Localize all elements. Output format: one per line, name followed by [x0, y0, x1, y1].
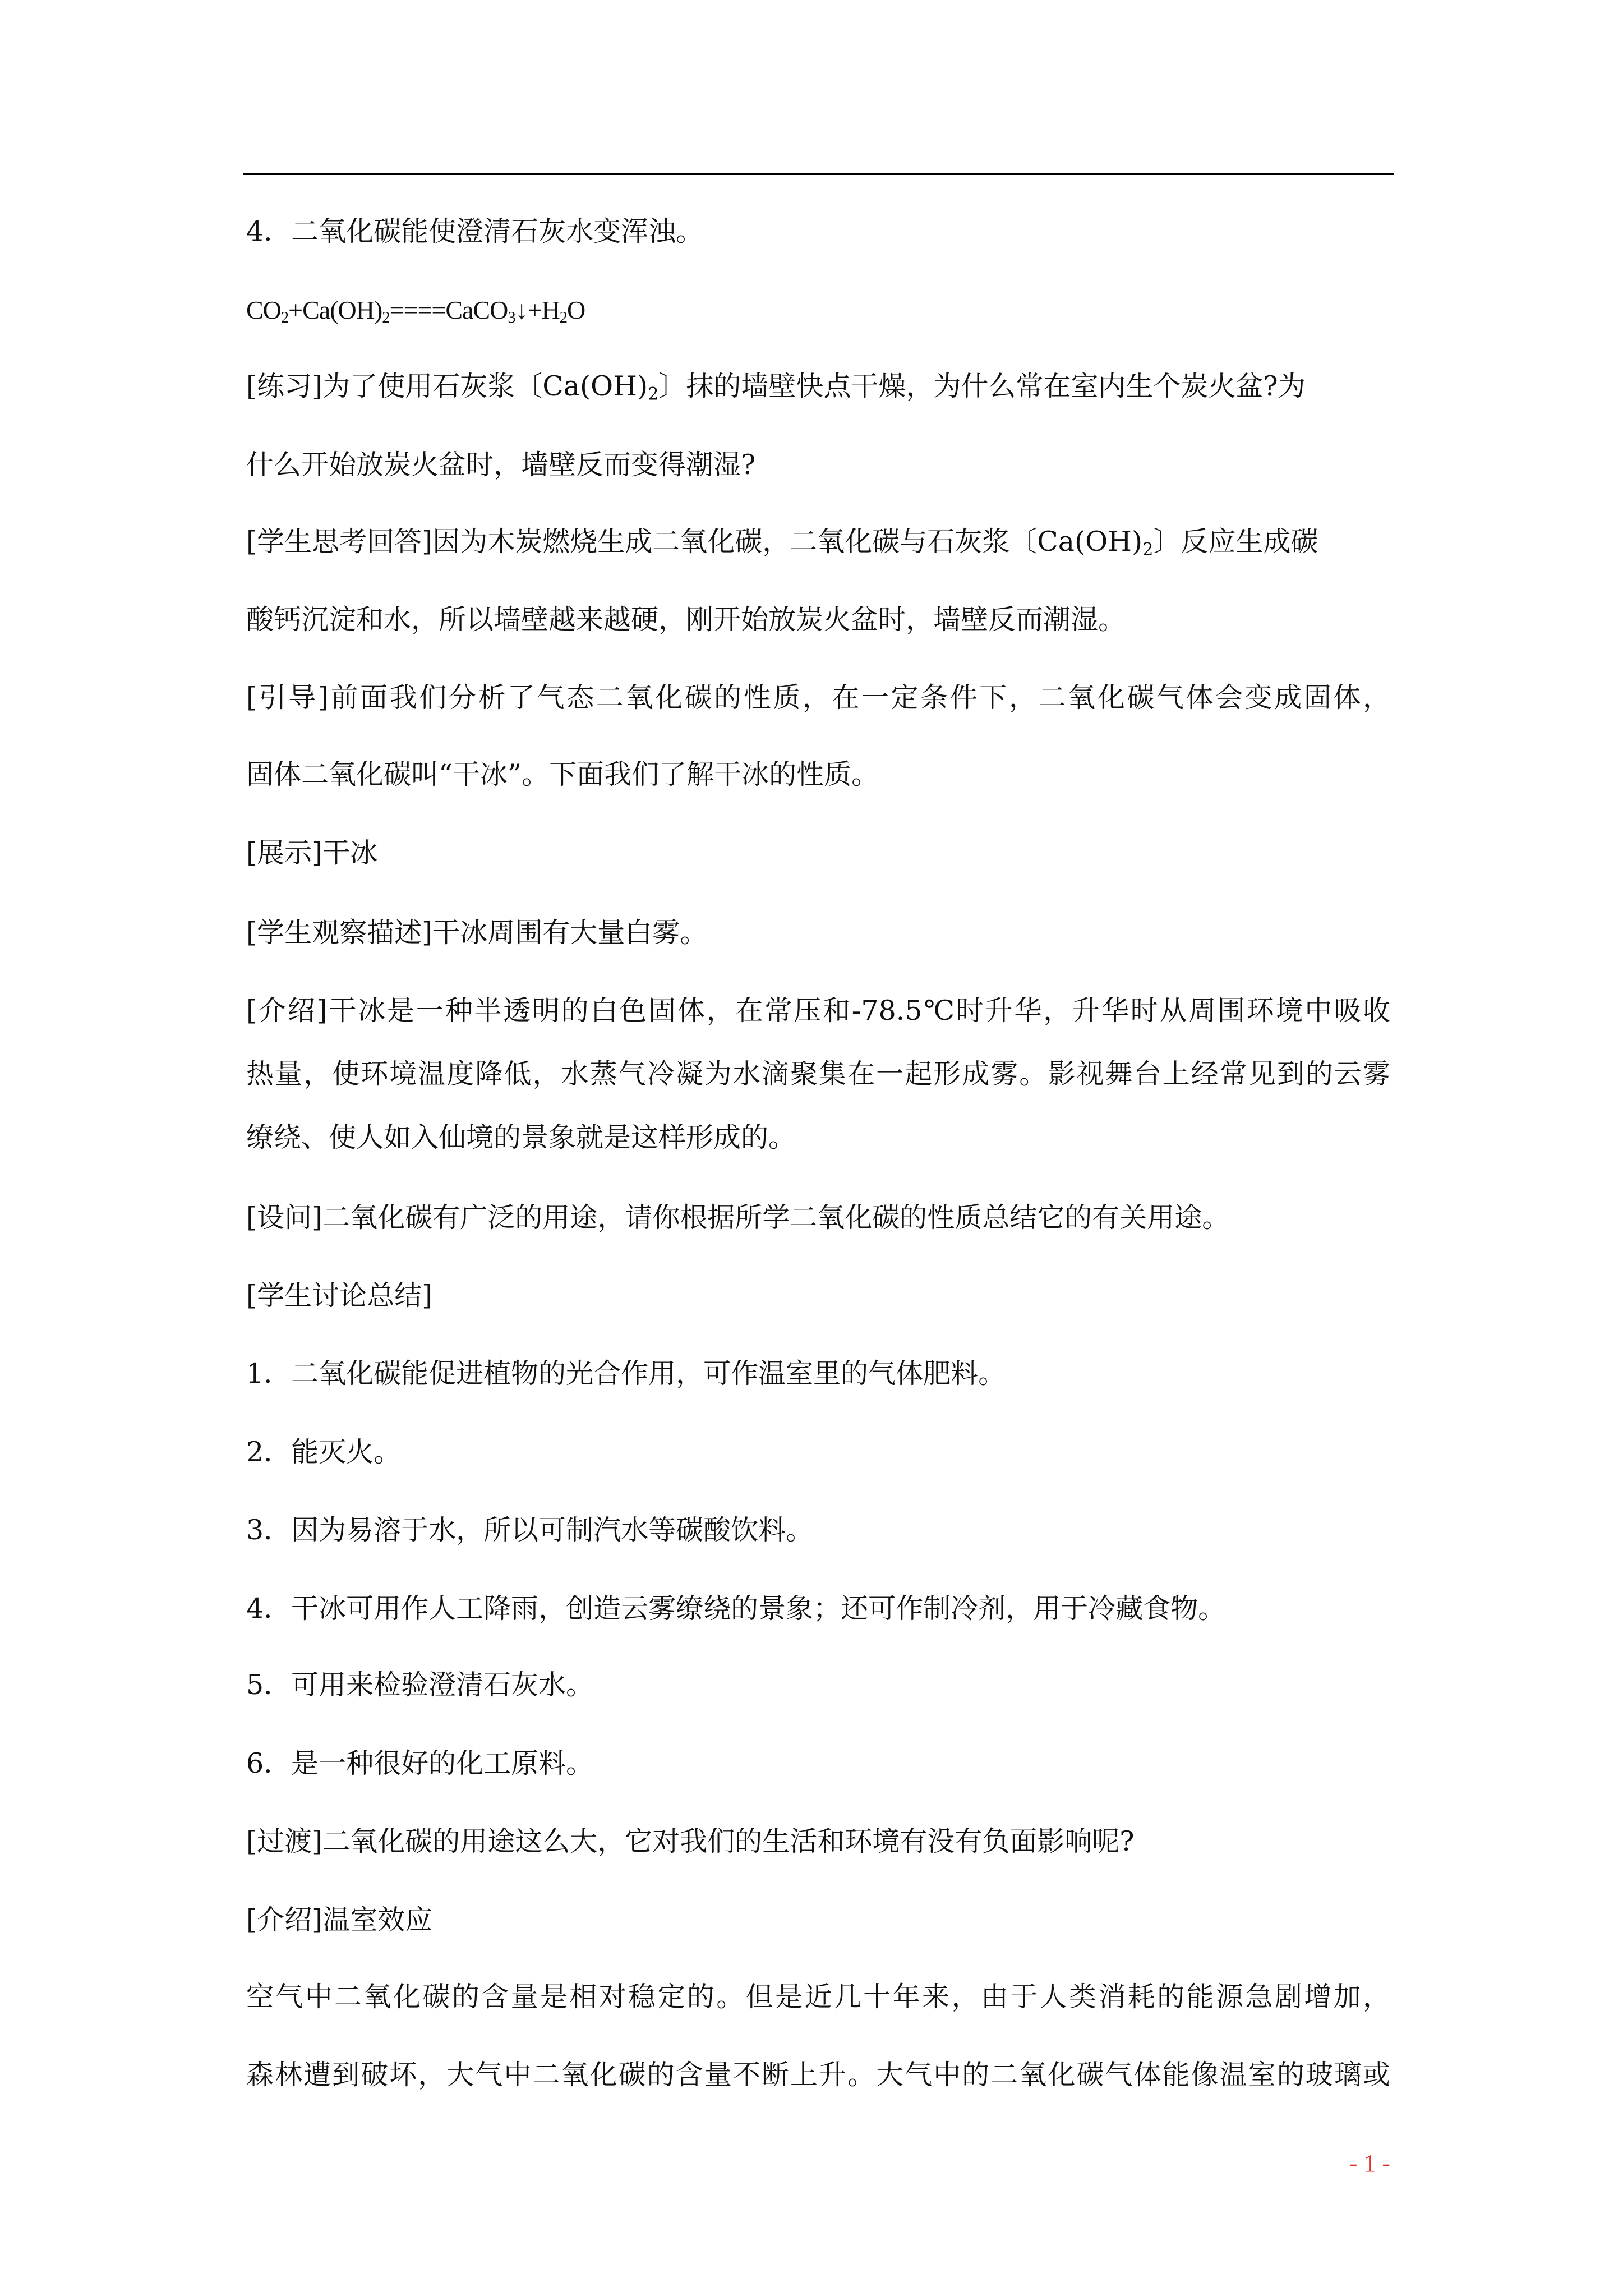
- formula-subscript: 2: [648, 384, 659, 403]
- demonstration-line: [展示]干冰: [246, 837, 378, 869]
- transition-line: [过渡]二氧化碳的用途这么大，它对我们的生活和环境有没有负面影响呢?: [246, 1825, 1135, 1857]
- equation-part: O: [567, 296, 585, 324]
- point-4-text: 4．二氧化碳能使澄清石灰水变浑浊。: [246, 215, 704, 247]
- greenhouse-heading: [介绍]温室效应: [246, 1904, 433, 1936]
- introduction-line: 缭绕、使人如入仙境的景象就是这样形成的。: [246, 1121, 796, 1153]
- equation-part: ====CaCO: [389, 296, 508, 324]
- equation-part: CO: [246, 296, 281, 324]
- equation-subscript: 3: [508, 309, 515, 327]
- equation-part: +Ca(OH): [288, 296, 382, 324]
- header-rule: [243, 173, 1394, 175]
- introduction-line: 热量，使环境温度降低，水蒸气冷凝为水滴聚集在一起形成雾。影视舞台上经常见到的云雾: [246, 1058, 1390, 1090]
- guidance-line: 固体二氧化碳叫“干冰”。下面我们了解干冰的性质。: [246, 758, 879, 790]
- student-summary-heading: [学生讨论总结]: [246, 1280, 433, 1312]
- student-observation-line: [学生观察描述]干冰周围有大量白雾。: [246, 917, 708, 949]
- use-item-5: 5．可用来检验澄清石灰水。: [246, 1669, 594, 1701]
- exercise-text: 〕抹的墙壁快点干燥，为什么常在室内生个炭火盆?为: [658, 370, 1306, 402]
- exercise-line: [246, 370, 1390, 403]
- exercise-text: [练习]为了使用石灰浆〔Ca(OH): [246, 370, 648, 402]
- equation-subscript: 2: [382, 309, 390, 327]
- greenhouse-paragraph-line: 空气中二氧化碳的含量是相对稳定的。但是近几十年来，由于人类消耗的能源急剧增加，: [246, 1981, 1390, 2013]
- use-item-2: 2．能灭火。: [246, 1436, 402, 1468]
- chemical-equation: [246, 293, 1390, 327]
- equation-subscript: 2: [559, 309, 568, 327]
- equation-part: ↓+H: [515, 296, 560, 324]
- formula-subscript: 2: [1142, 540, 1154, 559]
- page-number: - 1 -: [1349, 2150, 1390, 2177]
- introduction-line: [介绍]干冰是一种半透明的白色固体，在常压和-78.5℃时升华，升华时从周围环境中吸收: [246, 995, 1390, 1027]
- equation-subscript: 2: [280, 309, 289, 327]
- use-item-6: 6．是一种很好的化工原料。: [246, 1747, 594, 1779]
- guidance-line: [引导]前面我们分析了气态二氧化碳的性质，在一定条件下，二氧化碳气体会变成固体，: [246, 682, 1390, 714]
- answer-text: [学生思考回答]因为木炭燃烧生成二氧化碳，二氧化碳与石灰浆〔Ca(OH): [246, 526, 1143, 558]
- question-line: [设问]二氧化碳有广泛的用途，请你根据所学二氧化碳的性质总结它的有关用途。: [246, 1202, 1230, 1234]
- answer-text: 〕反应生成碳: [1153, 526, 1318, 558]
- use-item-3: 3．因为易溶于水，所以可制汽水等碳酸饮料。: [246, 1514, 814, 1546]
- use-item-4: 4．干冰可用作人工降雨，创造云雾缭绕的景象；还可作制冷剂，用于冷藏食物。: [246, 1593, 1226, 1625]
- greenhouse-paragraph-line: 森林遭到破坏，大气中二氧化碳的含量不断上升。大气中的二氧化碳气体能像温室的玻璃或: [246, 2059, 1390, 2091]
- exercise-line: 什么开始放炭火盆时，墙壁反而变得潮湿?: [246, 449, 756, 481]
- student-answer-line: 酸钙沉淀和水，所以墙壁越来越硬，刚开始放炭火盆时，墙壁反而潮湿。: [246, 604, 1126, 636]
- student-answer-line: [246, 525, 1390, 559]
- use-item-1: 1．二氧化碳能促进植物的光合作用，可作温室里的气体肥料。: [246, 1358, 1006, 1389]
